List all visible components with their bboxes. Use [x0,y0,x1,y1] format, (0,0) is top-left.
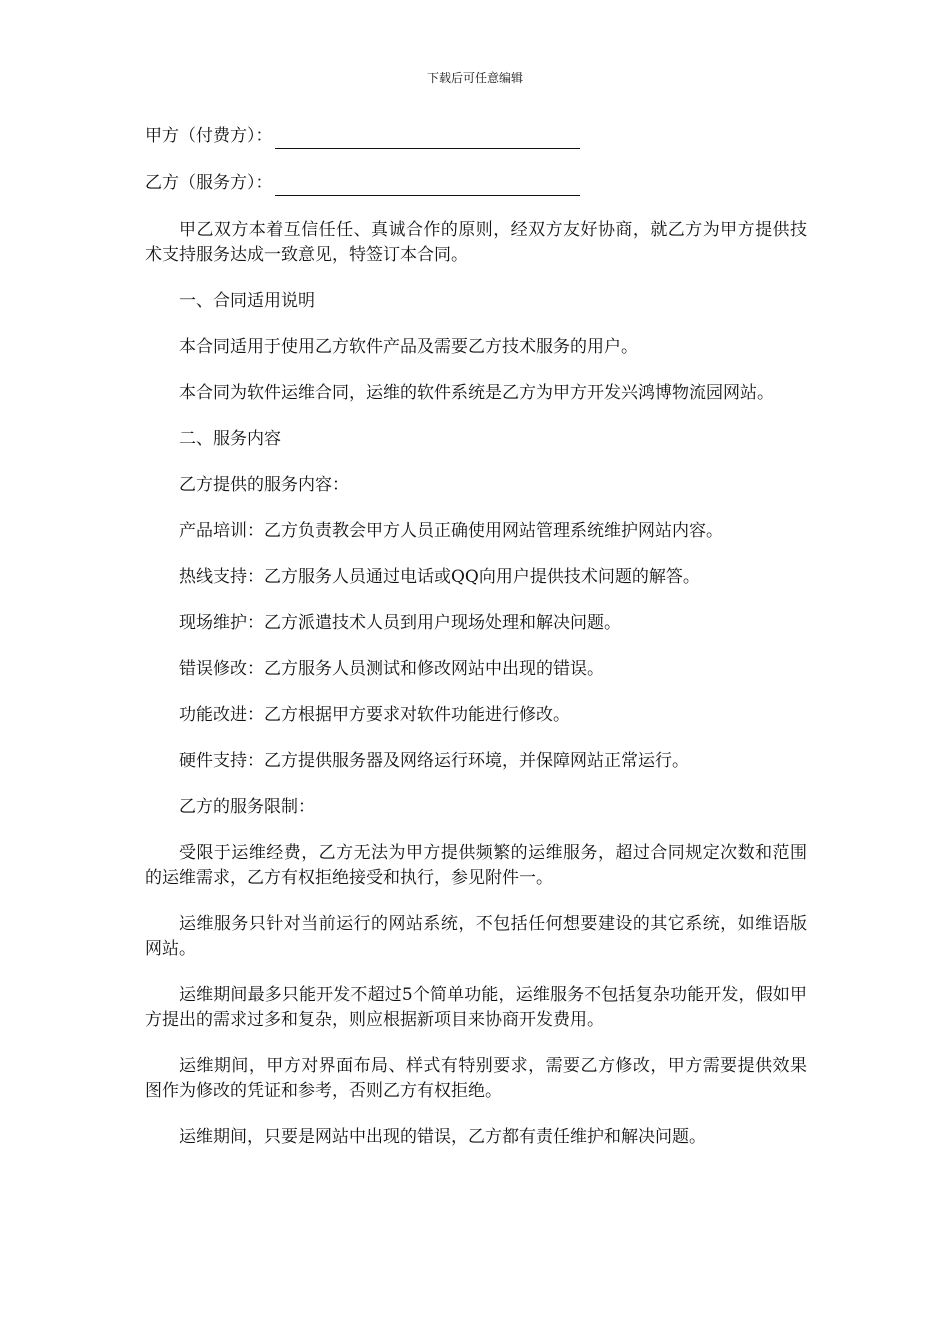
limitation-item: 运维期间最多只能开发不超过5个简单功能，运维服务不包括复杂功能开发，假如甲方提出的需求过多和复杂，则应根据新项目来协商开发费用。 [145,985,807,1030]
service-item: 功能改进：乙方根据甲方要求对软件功能进行修改。 [179,705,570,725]
limitation-item: 运维期间，只要是网站中出现的错误，乙方都有责任维护和解决问题。 [179,1127,706,1147]
paragraph: 乙方的服务限制： [179,797,315,817]
service-item: 产品培训：乙方负责教会甲方人员正确使用网站管理系统维护网站内容。 [179,521,723,541]
party-b-blank [275,175,580,196]
party-b-line [145,171,807,196]
party-a-blank [275,128,580,149]
limitation-item: 运维服务只针对当前运行的网站系统，不包括任何想要建设的其它系统，如维语版网站。 [145,914,807,959]
party-a-label: 甲方（付费方）： [145,126,273,146]
service-item: 硬件支持：乙方提供服务器及网络运行环境，并保障网站正常运行。 [179,751,689,771]
party-a-line [145,124,807,149]
contract-body [145,124,807,1171]
header-note: 下载后可任意编辑 [426,71,523,85]
paragraph-intro: 甲乙双方本着互信任任、真诚合作的原则，经双方友好协商，就乙方为甲方提供技术支持服务达成一致意见，特签订本合同。 [145,220,807,265]
party-b-label: 乙方（服务方）： [145,173,273,193]
section-heading-1: 一、合同适用说明 [179,291,315,311]
service-item: 错误修改：乙方服务人员测试和修改网站中出现的错误。 [179,659,604,679]
section-heading-2: 二、服务内容 [179,429,281,449]
paragraph: 乙方提供的服务内容： [179,475,349,495]
service-item: 现场维护：乙方派遣技术人员到用户现场处理和解决问题。 [179,613,621,633]
paragraph: 本合同为软件运维合同，运维的软件系统是乙方为甲方开发兴鸿博物流园网站。 [179,383,774,403]
paragraph: 本合同适用于使用乙方软件产品及需要乙方技术服务的用户。 [179,337,638,357]
limitation-item: 受限于运维经费，乙方无法为甲方提供频繁的运维服务，超过合同规定次数和范围的运维需求，乙方有权拒绝接受和执行，参见附件一。 [145,843,807,888]
limitation-item: 运维期间，甲方对界面布局、样式有特别要求，需要乙方修改，甲方需要提供效果图作为修改的凭证和参考，否则乙方有权拒绝。 [145,1056,807,1101]
service-item: 热线支持：乙方服务人员通过电话或QQ向用户提供技术问题的解答。 [179,567,700,587]
